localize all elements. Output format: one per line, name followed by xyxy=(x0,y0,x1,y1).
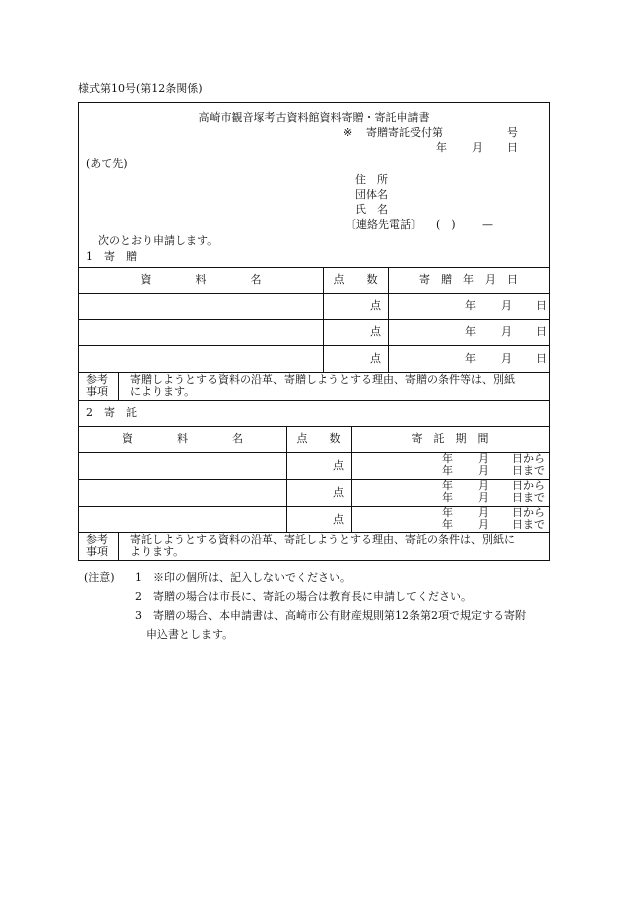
donation-unit: 点 xyxy=(370,352,381,365)
deposit-unit: 点 xyxy=(333,513,344,526)
donation-year: 年 xyxy=(465,299,476,312)
donation-unit: 点 xyxy=(370,299,381,312)
notes-label: (注意) xyxy=(84,571,115,584)
deposit-heading: 2 寄 託 xyxy=(86,406,137,419)
receipt-label: 寄贈寄託受付第 xyxy=(366,126,443,139)
deposit-to: 日まで xyxy=(512,464,545,477)
donation-year: 年 xyxy=(465,325,476,338)
donation-note-label-2: 事項 xyxy=(86,385,108,398)
donation-col-date: 寄 贈 年 月 日 xyxy=(419,273,518,286)
note-1: 1 ※印の個所は、記入しないでください。 xyxy=(135,571,351,584)
date-month[interactable]: 月 xyxy=(472,141,483,154)
deposit-to: 日まで xyxy=(512,518,545,531)
deposit-month-from: 月 xyxy=(478,506,489,519)
deposit-year-from: 年 xyxy=(442,479,453,492)
donation-day: 日 xyxy=(536,299,547,312)
donation-heading: 1 寄 贈 xyxy=(86,250,137,263)
donation-note-line-2: によります。 xyxy=(130,385,196,398)
deposit-note-line-1: 寄託しようとする資料の沿革、寄託しようとする理由、寄託の条件は、別紙に xyxy=(130,533,515,546)
deposit-from: 日から xyxy=(512,479,545,492)
applicant-organization-label: 団体名 xyxy=(355,188,388,201)
deposit-year-to: 年 xyxy=(442,491,453,504)
deposit-month-from: 月 xyxy=(478,452,489,465)
donation-note-line-1: 寄贈しようとする資料の沿革、寄贈しようとする理由、寄贈の条件等は、別紙 xyxy=(130,373,515,386)
applicant-address-label: 住 所 xyxy=(355,173,388,186)
receipt-mark: ※ xyxy=(343,126,353,139)
addressee: (あて先) xyxy=(86,157,128,170)
receipt-suffix: 号 xyxy=(507,126,518,139)
donation-year: 年 xyxy=(465,352,476,365)
deposit-note-line-2: よります。 xyxy=(130,545,185,558)
date-day[interactable]: 日 xyxy=(507,141,518,154)
donation-day: 日 xyxy=(536,352,547,365)
deposit-to: 日まで xyxy=(512,491,545,504)
deposit-unit: 点 xyxy=(333,459,344,472)
donation-month: 月 xyxy=(501,325,512,338)
note-3: 3 寄贈の場合、本申請書は、高崎市公有財産規則第12条第2項で規定する寄附 xyxy=(135,609,526,622)
form-number: 様式第10号(第12条関係) xyxy=(78,82,203,95)
note-3-cont: 申込書とします。 xyxy=(146,628,234,641)
applicant-phone-dash: — xyxy=(482,218,493,231)
intro-text: 次のとおり申請します。 xyxy=(98,234,219,247)
applicant-name-label: 氏 名 xyxy=(355,203,388,216)
donation-col-count: 点 数 xyxy=(333,273,378,286)
deposit-col-material: 資 料 名 xyxy=(122,432,243,445)
deposit-year-from: 年 xyxy=(442,452,453,465)
donation-note-label-1: 参考 xyxy=(86,373,108,386)
deposit-year-to: 年 xyxy=(442,464,453,477)
note-2: 2 寄贈の場合は市長に、寄託の場合は教育長に申請してください。 xyxy=(135,590,472,603)
deposit-from: 日から xyxy=(512,452,545,465)
deposit-month-from: 月 xyxy=(478,479,489,492)
deposit-month-to: 月 xyxy=(478,491,489,504)
applicant-phone-label: 〔連絡先電話〕 xyxy=(345,218,422,231)
donation-month: 月 xyxy=(501,299,512,312)
deposit-year-from: 年 xyxy=(442,506,453,519)
donation-col-material: 資 料 名 xyxy=(140,273,262,286)
deposit-month-to: 月 xyxy=(478,518,489,531)
donation-day: 日 xyxy=(536,325,547,338)
form-title: 高崎市観音塚考古資料館資料寄贈・寄託申請書 xyxy=(198,111,430,124)
deposit-month-to: 月 xyxy=(478,464,489,477)
deposit-note-label-1: 参考 xyxy=(86,533,108,546)
donation-month: 月 xyxy=(501,352,512,365)
deposit-year-to: 年 xyxy=(442,518,453,531)
deposit-col-period: 寄 託 期 間 xyxy=(411,432,489,445)
date-year[interactable]: 年 xyxy=(436,141,447,154)
applicant-phone-area[interactable]: ( ) xyxy=(436,218,456,231)
deposit-from: 日から xyxy=(512,506,545,519)
donation-unit: 点 xyxy=(370,325,381,338)
deposit-unit: 点 xyxy=(333,486,344,499)
deposit-col-count: 点 数 xyxy=(296,432,341,445)
deposit-note-label-2: 事項 xyxy=(86,545,108,558)
